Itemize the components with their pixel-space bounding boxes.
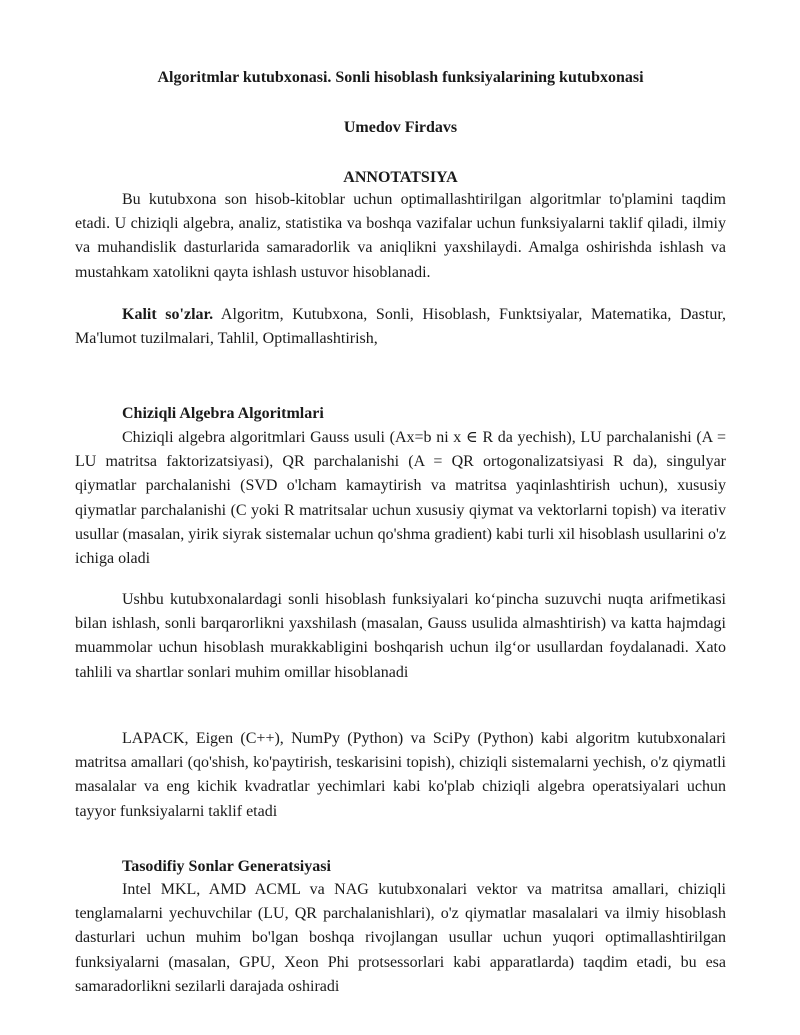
section-paragraph: LAPACK, Eigen (C++), NumPy (Python) va SciPy (Python) kabi algoritm kutubxonalari matritsa amallari (qo'shish, ko'paytirish, teskarisini topish), chiziqli sistemalarni yechish, o'z qiymatli masalalar va eng kichik kvadratlar yechimlari kabi ko'plab chiziqli algebra operatsiyalari uchun tayyor funksiyalarni taklif etadi [75,730,726,820]
annotation-paragraph: Bu kutubxona son hisob-kitoblar uchun optimallashtirilgan algoritmlar to'plamini taqdim etadi. U chiziqli algebra, analiz, statistika va boshqa vazifalar uchun funksiyalarni taklif qiladi, ilmiy va muhandislik dasturlarida samaradorlik va aniqlikni yaxshilaydi. Amalga oshirishda ishlash va mustahkam xatolikni qayta ishlash ustuvor hisoblanadi. [75,191,726,281]
paper-title: Algoritmlar kutubxonasi. Sonli hisoblash funksiyalarining kutubxonasi [157,69,644,86]
keywords-label: Kalit so'zlar. [122,306,214,323]
section-heading-linear-algebra: Chiziqli Algebra Algoritmlari [122,405,324,422]
section-paragraph: Ushbu kutubxonalardagi sonli hisoblash funksiyalari ko‘pincha suzuvchi nuqta arifmetikasi bilan ishlash, sonli barqarorlikni yaxshilash (masalan, Gauss usulida almashtirish) va katta hajmdagi muammolar uchun hisoblash murakkabligini boshqarish uchun ilg‘or usullardan foydalanadi. Xato tahlili va shartlar sonlari muhim omillar hisoblanadi [75,591,726,681]
annotation-heading: ANNOTATSIYA [343,169,458,186]
section-paragraph: Chiziqli algebra algoritmlari Gauss usuli (Ax=b ni x ∈ R da yechish), LU parchalanishi (A = LU matritsa faktorizatsiyasi), QR parchalanishi (A = QR ortogonalizatsiyasi R da), singulyar qiymatlar parchalanishi (SVD o'lcham kamaytirish va matritsa yaqinlashtirish uchun), xususiy qiymatlar parchalanishi (C yoki R matritsalar uchun xususiy qiymat va vektorlarni topish) va iterativ usullar (masalan, yirik siyrak sistemalar uchun qo'shma gradient) kabi turli xil hisoblash usullarini o'z ichiga oladi [75,429,726,568]
section-paragraph: Intel MKL, AMD ACML va NAG kutubxonalari vektor va matritsa amallari, chiziqli tenglamalarni yechuvchilar (LU, QR parchalanishlari), o'z qiymatlar masalalari va ilmiy hisoblash dasturlari uchun muhim bo'lgan boshqa rivojlangan usullar uchun yuqori optimallashtirilgan funksiyalarni (masalan, GPU, Xeon Phi protsessorlari kabi apparatlarda) taqdim etadi, bu esa samaradorlikni sezilarli darajada oshiradi [75,881,726,995]
section-heading-random-numbers: Tasodifiy Sonlar Generatsiyasi [122,858,331,875]
keywords-text: Algoritm, Kutubxona, Sonli, Hisoblash, Funktsiyalar, Matematika, Dastur, Ma'lumot tuzilmalari, Tahlil, Optimallashtirish, [75,306,727,348]
author-name: Umedov Firdavs [343,119,458,136]
keywords-paragraph [75,303,726,351]
